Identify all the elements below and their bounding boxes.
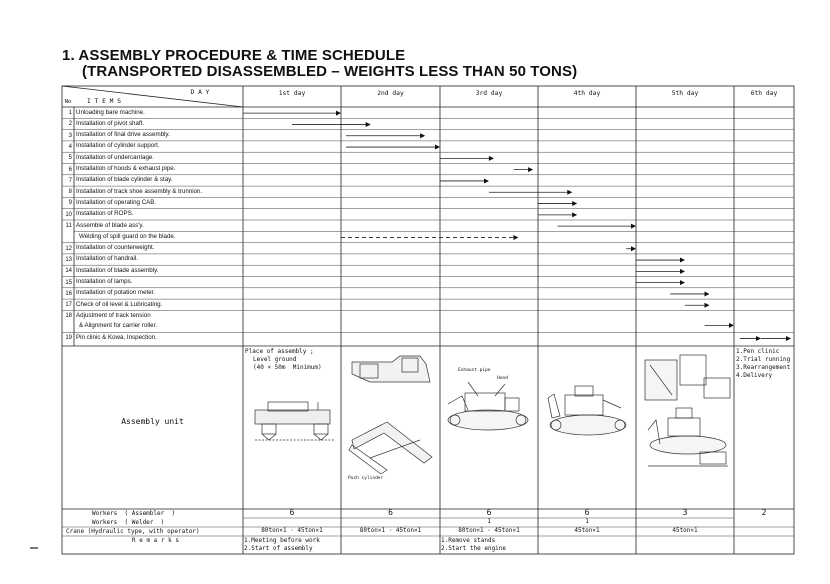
row-number: 17 [65, 302, 72, 309]
row-number: 19 [65, 335, 72, 342]
row-item-label: Installation of blade assembly. [76, 266, 159, 274]
frame-sketch [352, 356, 430, 382]
assembler-count: 6 [289, 508, 295, 517]
crane-spec: 45ton×1 [574, 527, 600, 534]
remarks-day1-line1: 1.Meeting before work [244, 537, 320, 544]
header-day-3: 3rd day [475, 90, 503, 97]
assembler-count: 6 [584, 508, 590, 517]
row-number: 9 [68, 200, 72, 207]
row-item-label: Installation of cylinder support. [76, 142, 160, 150]
row-number: 11 [65, 223, 72, 229]
row-item-label: Installation of final drive assembly. [76, 131, 170, 139]
dozer-day3-sketch [448, 382, 528, 430]
row-item-label: Welding of spill guard on the blade. [79, 232, 176, 240]
row-item-label: Installation of lamps. [76, 278, 133, 285]
remarks-label: R e m a r k s [132, 537, 179, 544]
dozer-day5-sketch [645, 355, 730, 466]
row-item-label: Pin clinic & Kowa, Inspection. [76, 333, 157, 341]
push-cylinder-sketch [349, 422, 432, 474]
day6-step-2: 2.Trial running [736, 356, 791, 363]
row-number: 8 [68, 189, 72, 196]
header-day-1: 1st day [278, 90, 306, 97]
row-item-label: Installation of hoods & exhaust pipe. [76, 165, 176, 172]
remarks-day3-line2: 2.Start the engine [441, 545, 507, 552]
row-number: 4 [68, 143, 72, 150]
assembler-count: 6 [486, 508, 492, 517]
welder-count: 1 [585, 518, 589, 525]
row-item-label: Installation of potation meter. [76, 289, 156, 297]
assembly-unit-label: Assembly unit [121, 417, 184, 426]
row-number: 18 [65, 313, 72, 320]
dozer-day4-sketch [548, 386, 626, 435]
row-item-label: Installation of counterweight. [76, 244, 155, 252]
row-number: 10 [65, 211, 72, 218]
row-item-label: Installation of undercarriage. [76, 153, 155, 161]
row-item-label: Installation of ROPS. [76, 210, 134, 218]
row-number: 2 [68, 121, 72, 128]
row-item-label: Installation of operating CAB. [76, 198, 157, 206]
push-cylinder-tag: Push cylinder [348, 476, 384, 481]
header-day: D A Y [190, 89, 210, 96]
crane-spec: 80ton×1 · 45ton×1 [261, 527, 323, 534]
row-number: 5 [68, 155, 72, 162]
row-item-label: Installation of pivot shaft. [76, 119, 145, 127]
row-item-label: Installation of blade cylinder & stay. [76, 176, 173, 184]
remarks-day3-line1: 1.Remove stands [441, 537, 496, 544]
place-line-2: Level ground [253, 356, 297, 363]
row-number: 7 [68, 177, 72, 184]
row-item-label: Check of oil level & Lubricating. [76, 300, 163, 308]
remarks-day1-line2: 2.Start of assembly [244, 545, 313, 552]
workers-assembler-label: Workers ( Assembler ) [92, 510, 176, 517]
welder-count: 1 [487, 518, 491, 525]
row-item-label: Installation of track shoe assembly & trunnion. [76, 187, 203, 195]
header-day-4: 4th day [573, 90, 601, 97]
row-number: 14 [65, 268, 72, 275]
row-item-label: Adjustment of track tension [76, 311, 151, 319]
exhaust-pipe-tag: Exhaust pipe [458, 368, 491, 373]
row-item-label-2: & Alignment for carrier roller. [79, 322, 158, 330]
row-number: 15 [65, 279, 72, 286]
row-item-label: Assemble of blade ass'y. [76, 221, 144, 229]
crane-spec: 80ton×1 · 45ton×1 [359, 527, 422, 534]
header-items: I T E M S [86, 98, 122, 105]
row-item-label: Installation of handrail. [76, 255, 138, 263]
row-number: 16 [65, 290, 72, 297]
bare-machine-sketch [255, 402, 335, 440]
assembler-count: 3 [682, 508, 688, 517]
hood-tag: Hood [497, 376, 508, 381]
day6-step-1: 1.Pen clinic [736, 348, 780, 355]
workers-welder-label: Workers ( Welder ) [92, 519, 165, 526]
day6-step-3: 3.Rearrangement [736, 364, 791, 371]
row-item-label: Unloading bare machine. [76, 108, 145, 116]
day6-step-4: 4.Delivery [736, 372, 773, 379]
header-day-6: 6th day [750, 90, 778, 97]
assembler-count: 2 [761, 508, 767, 517]
row-number: 3 [68, 132, 72, 139]
row-number: 1 [68, 110, 72, 116]
row-number: 13 [65, 256, 72, 263]
crane-spec: 45ton×1 [672, 527, 698, 534]
place-line-3: (40 × 50m Minimum) [253, 364, 322, 371]
header-day-5: 5th day [671, 90, 699, 97]
header-no: No [64, 99, 72, 105]
assembler-count: 6 [388, 508, 393, 517]
crane-label: Crane (Hydraulic type, with operator) [66, 528, 200, 535]
title-line-2: (TRANSPORTED DISASSEMBLED – WEIGHTS LESS THAN 50 TONS) [82, 63, 578, 80]
title-line-1: 1. ASSEMBLY PROCEDURE & TIME SCHEDULE [62, 47, 406, 64]
crane-spec: 80ton×1 · 45ton×1 [458, 527, 520, 534]
row-number: 6 [68, 166, 72, 173]
header-day-2: 2nd day [377, 90, 404, 97]
row-number: 12 [65, 245, 72, 252]
place-line-1: Place of assembly ; [245, 348, 314, 355]
